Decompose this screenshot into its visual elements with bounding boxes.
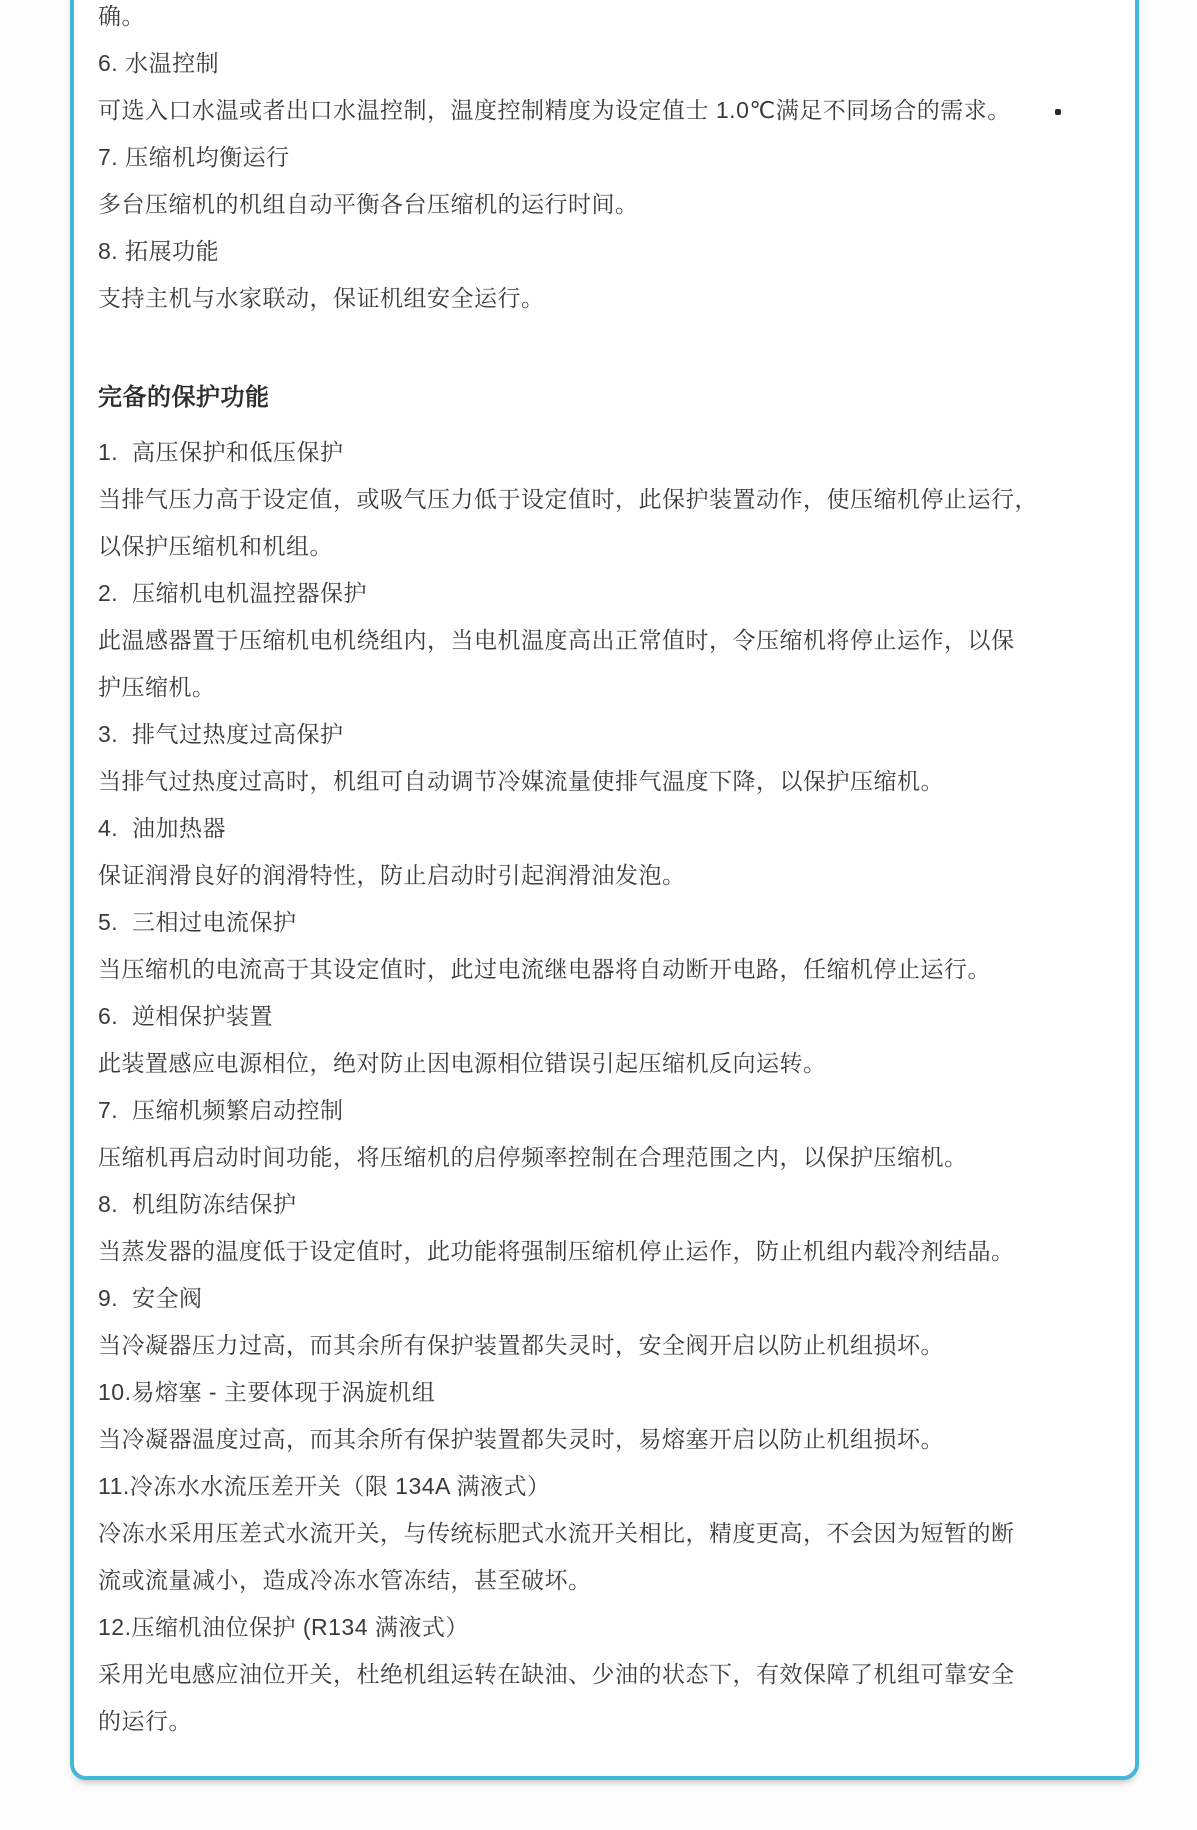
text-line: 9. 安全阀 xyxy=(98,1285,203,1311)
text-line: 12.压缩机油位保护 (R134 满液式） xyxy=(98,1614,469,1640)
text-line: 2. 压缩机电机温控器保护 xyxy=(98,580,367,606)
text-line: 此装置感应电源相位，绝对防止因电源相位错误引起压缩机反向运转。 xyxy=(98,1050,827,1076)
text-line: 5. 三相过电流保护 xyxy=(98,909,297,935)
text-line: 压缩机再启动时间功能，将压缩机的启停频率控制在合理范围之内，以保护压缩机。 xyxy=(98,1144,968,1170)
text-line: 10.易熔塞 - 主要体现于涡旋机组 xyxy=(98,1379,436,1405)
text-line: 采用光电感应油位开关，杜绝机组运转在缺油、少油的状态下，有效保障了机组可靠安全 xyxy=(98,1661,1015,1687)
text-line: 可选入口水温或者出口水温控制，温度控制精度为设定值士 1.0℃满足不同场合的需求。 xyxy=(98,97,1011,123)
text-line: 7. 压缩机均衡运行 xyxy=(98,144,290,170)
text-line: 支持主机与水家联动，保证机组安全运行。 xyxy=(98,285,545,311)
text-line: 多台压缩机的机组自动平衡各台压缩机的运行时间。 xyxy=(98,191,639,217)
text-line: 3. 排气过热度过高保护 xyxy=(98,721,344,747)
text-line: 的运行。 xyxy=(98,1708,192,1734)
text-line: 护压缩机。 xyxy=(98,674,216,700)
text-line: 当冷凝器温度过高，而其余所有保护装置都失灵时，易熔塞开启以防止机组损坏。 xyxy=(98,1426,944,1452)
text-line: 流或流量减小，造成冷冻水管冻结，甚至破坏。 xyxy=(98,1567,592,1593)
text-line: 8. 机组防冻结保护 xyxy=(98,1191,297,1217)
text-line: 当压缩机的电流高于其设定值时，此过电流继电器将自动断开电路，任缩机停止运行。 xyxy=(98,956,991,982)
text-line: 当排气过热度过高时，机组可自动调节冷媒流量使排气温度下降，以保护压缩机。 xyxy=(98,768,944,794)
text-line: 以保护压缩机和机组。 xyxy=(98,533,333,559)
card-content xyxy=(74,0,1135,1745)
product-detail-card xyxy=(70,0,1139,1780)
text-line: 11.冷冻水水流压差开关（限 134A 满液式） xyxy=(98,1473,551,1499)
text-line: 冷冻水采用压差式水流开关，与传统标肥式水流开关相比，精度更高，不会因为短暂的断 xyxy=(98,1520,1015,1546)
protection-features-list xyxy=(98,429,1111,1745)
text-line: 当冷凝器压力过高，而其余所有保护装置都失灵时，安全阀开启以防止机组损坏。 xyxy=(98,1332,944,1358)
text-line: 确。 xyxy=(98,3,145,29)
text-line: 8. 拓展功能 xyxy=(98,238,220,264)
section-heading-protection: 完备的保护功能 xyxy=(98,384,270,411)
control-features-list xyxy=(98,0,1111,322)
text-line: 4. 油加热器 xyxy=(98,815,226,841)
text-line: 保证润滑良好的润滑特性，防止启动时引起润滑油发泡。 xyxy=(98,862,686,888)
text-line: 当排气压力高于设定值，或吸气压力低于设定值时，此保护装置动作，使压缩机停止运行， xyxy=(98,486,1038,512)
text-line: 7. 压缩机频繁启动控制 xyxy=(98,1097,344,1123)
text-line: 此温感器置于压缩机电机绕组内，当电机温度高出正常值时，令压缩机将停止运作，以保 xyxy=(98,627,1015,653)
speck-artifact xyxy=(1055,109,1061,115)
text-line: 6. 逆相保护装置 xyxy=(98,1003,273,1029)
text-line: 当蒸发器的温度低于设定值时，此功能将强制压缩机停止运作，防止机组内载冷剂结晶。 xyxy=(98,1238,1015,1264)
text-line: 6. 水温控制 xyxy=(98,50,220,76)
text-line: 1. 高压保护和低压保护 xyxy=(98,439,344,465)
